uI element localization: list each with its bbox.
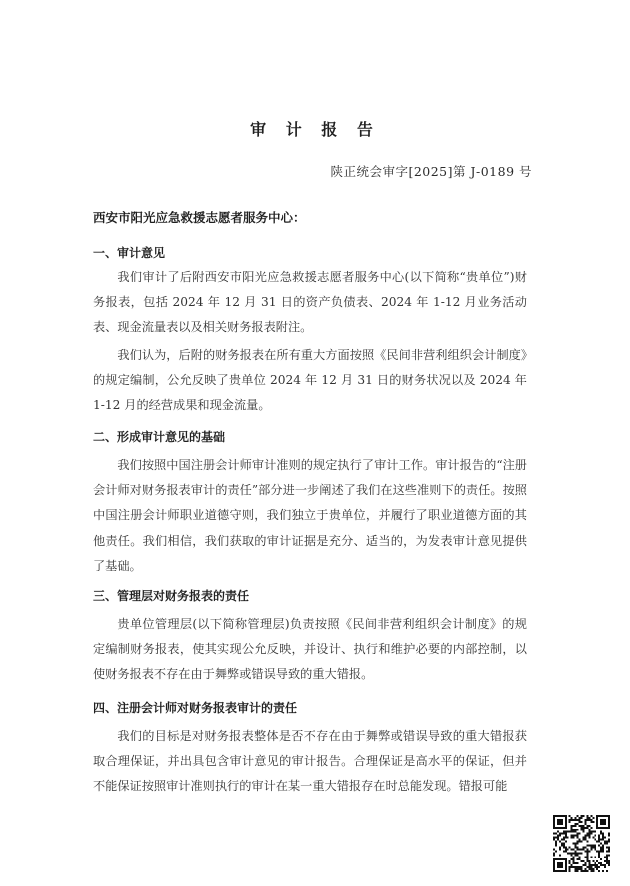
section-heading-management-responsibility: 三、管理层对财务报表的责任 [93,589,250,603]
paragraph-auditor-responsibility: 我们的目标是对财务报表整体是否不存在由于舞弊或错误导致的重大错报获取合理保证，并出具包含审计意见的审计报告。合理保证是高水平的保证，但并不能保证按照审计准则执行的审计在某一重大错报存在时总能发现。错报可能 [93,729,527,794]
document-number: 陕正统会审字[2025]第 J-0189 号 [330,164,532,179]
recipient-line: 西安市阳光应急救援志愿者服务中心： [93,210,306,225]
paragraph-audit-scope: 我们审计了后附西安市阳光应急救援志愿者服务中心(以下简称“贵单位”)财务报表，包括 2024 年 12 月 31 日的资产负债表、2024 年 1-12 月业务活动表、现金流量表以及相关财务报表附注。 [93,270,527,335]
section-heading-basis: 二、形成审计意见的基础 [93,430,226,444]
paragraph-management-responsibility: 贵单位管理层(以下简称管理层)负责按照《民间非营利组织会计制度》的规定编制财务报表，使其实现公允反映，并设计、执行和维护必要的内部控制，以使财务报表不存在由于舞弊或错误导致的重大错报。 [93,617,527,682]
section-heading-auditor-responsibility: 四、注册会计师对财务报表审计的责任 [93,701,298,715]
page-title: 审 计 报 告 [250,120,380,139]
qr-code-icon [553,815,610,872]
section-heading-audit-opinion: 一、审计意见 [93,246,166,260]
paragraph-opinion: 我们认为，后附的财务报表在所有重大方面按照《民间非营利组织会计制度》的规定编制，公允反映了贵单位 2024 年 12 月 31 日的财务状况以及 2024 年 1-12 月的经营成果和现金流量。 [93,348,527,413]
paragraph-basis: 我们按照中国注册会计师审计准则的规定执行了审计工作。审计报告的“注册会计师对财务报表审计的责任”部分进一步阐述了我们在这些准则下的责任。按照中国注册会计师职业道德守则，我们独立于贵单位，并履行了职业道德方面的其他责任。我们相信，我们获取的审计证据是充分、适当的，为发表审计意见提供了基础。 [93,458,527,573]
